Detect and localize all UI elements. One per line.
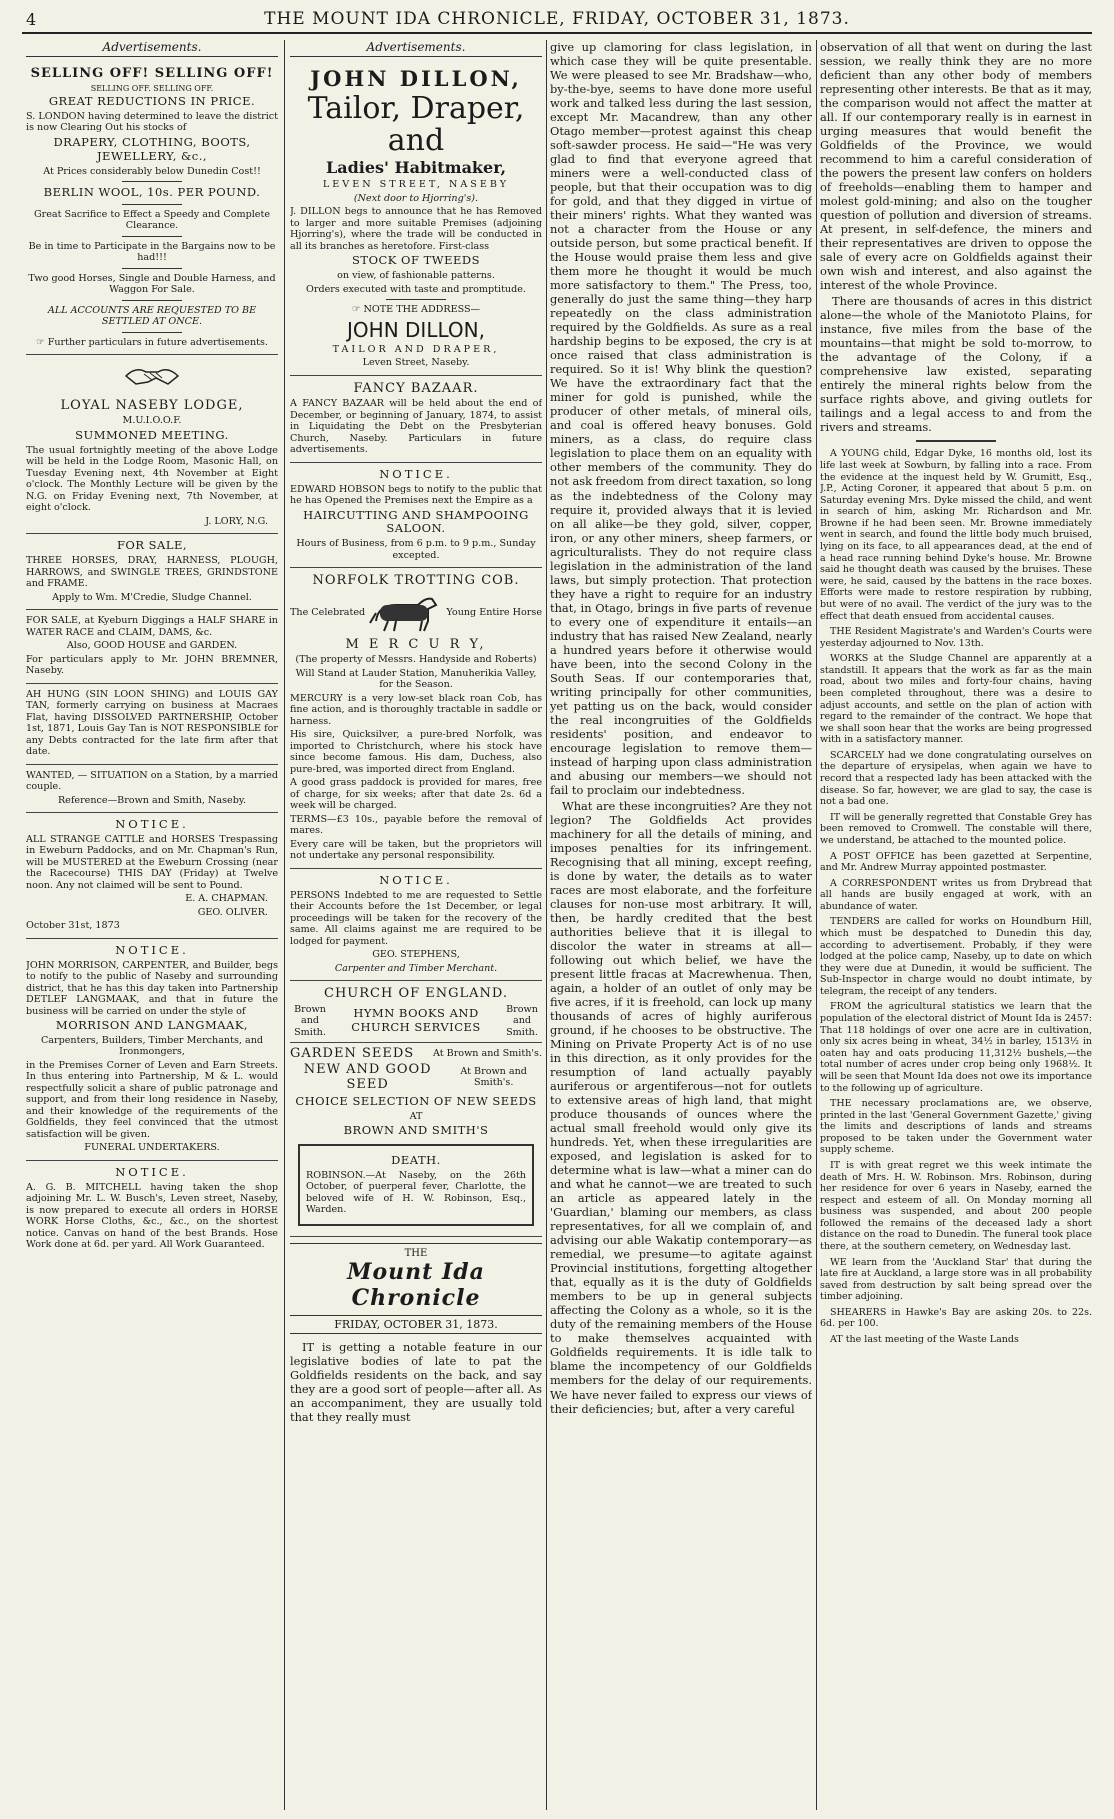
editorial-end: [820, 40, 1092, 434]
column-rule: [816, 40, 817, 1810]
ad-text: A good grass paddock is provided for mares, free of charge, for six weeks; after that date 2s. 6d a week will be charged.: [290, 777, 542, 812]
ad-ah-hung: [26, 684, 278, 765]
paper-the: THE: [404, 1247, 428, 1259]
ad-text: Great Sacrifice to Effect a Speedy and Complete Clearance.: [34, 208, 270, 232]
handshake-icon: [122, 360, 182, 390]
ad-text: TAILOR AND DRAPER,: [332, 343, 500, 355]
death-text: ROBINSON.—At Naseby, on the 26th October, of puerperal fever, Charlotte, the beloved wife of H. W. Robinson, Esq., Warden.: [306, 1169, 526, 1216]
ad-subhead: GREAT REDUCTIONS IN PRICE.: [48, 94, 256, 109]
ad-text: on view, of fashionable patterns.: [337, 270, 495, 282]
ad-subline: SELLING OFF. SELLING OFF.: [90, 83, 214, 93]
ad-headline: NOTICE.: [379, 466, 453, 481]
ad-text: Apply to Wm. M'Credie, Sludge Channel.: [52, 591, 252, 603]
ad-church-of-england: [290, 981, 542, 1043]
editorial-continued: [550, 40, 812, 1416]
ad-text: STOCK OF TWEEDS: [352, 253, 480, 268]
ad-text: ALL ACCOUNTS ARE REQUESTED TO BE SETTLED AT ONCE.: [47, 304, 257, 328]
ad-lodge: [26, 355, 278, 534]
ad-text: FOR SALE, at Kyeburn Diggings a HALF SHARE in WATER RACE and CLAIM, DAMS, &c.: [26, 615, 278, 638]
church-row: [290, 1004, 542, 1039]
divider: [122, 204, 182, 205]
ad-text: BERLIN WOOL, 10s. PER POUND.: [43, 185, 261, 200]
ad-stephens: [290, 869, 542, 981]
ad-text: Young Entire Horse: [446, 607, 542, 618]
divider: [122, 181, 182, 182]
ad-selling-off: [26, 61, 278, 355]
column-rule: [546, 40, 547, 1810]
ad-text: Reference—Brown and Smith, Naseby.: [57, 794, 247, 806]
ad-signature: J. LORY, N.G.: [205, 515, 268, 527]
ad-text: The Celebrated: [290, 607, 366, 618]
ad-wanted: [26, 765, 278, 814]
ad-text: CHOICE SELECTION OF NEW SEEDS: [295, 1094, 537, 1109]
ad-text: ☞ NOTE THE ADDRESS—: [351, 304, 481, 316]
page-number: 4: [26, 10, 38, 29]
news-item: IT will be generally regretted that Constable Grey has been removed to Cromwell. The constable will there, we understand, be attached to the mounted police.: [820, 811, 1092, 846]
news-item: IT is with great regret we this week intimate the death of Mrs. H. W. Robinson. Mrs. Robinson, during her residence for over 6 years in Naseby, earned the respect and esteem of all. On Monday morning all business was suspended, and about 200 people followed the remains of the deceased lady a short distance on the road to Dunedin. The funeral took place there, at the southern cemetery, on Wednesday last.: [820, 1159, 1092, 1253]
ad-text: Be in time to Participate in the Bargains now to be had!!!: [28, 240, 276, 264]
ad-headline: NEW AND GOOD SEED: [303, 1061, 432, 1093]
news-item: AT the last meeting of the Waste Lands: [830, 1334, 1019, 1346]
ad-text: in the Premises Corner of Leven and Earn Streets. In thus entering into Partnership, M & L. would respectfully solicit a share of public patronage and support, and from their long residence in Naseby, and their knowledge of the requirements of the Goldfields, they feel convinced that the utmost satisfaction will be given.: [26, 1059, 278, 1140]
news-item: WORKS at the Sludge Channel are apparently at a standstill. It appears that the work as far as the main road, about two miles and forty-four chains, having been completed throughout, there was a desire to adjust accounts, and settle on the plan of action with regard to the remainder of the contract. We hope that we shall soon hear that the works are being progressed with in a satisfactory manner.: [820, 653, 1092, 746]
ad-text: DRAPERY, CLOTHING, BOOTS, JEWELLERY, &c.,: [53, 134, 251, 163]
editorial-paragraph: observation of all that went on during the last session, we really think they are no more deficient than any other body of members representing other interests. Be that as it may, the comparison would not affect the matter at all. If our contemporary really is in earnest in urging measures that would benefit the Goldfields of the Province, we would recommend to him a careful consideration of the powers the present law confers on holders of freeholds—enabling them to hamper and molest gold-mining; and also on the tougher question of pollution and diversion of streams. At present, in self-defence, the miners and their representatives are driven to oppose the sale of every acre on Goldfields against their own wish and interest, and also against the interest of the whole Province.: [820, 40, 1092, 293]
ad-headline: M E R C U R Y,: [345, 636, 487, 652]
pointing-hand-icon: ☞: [351, 304, 364, 316]
column-rule: [284, 40, 285, 1810]
ad-text: At Brown and Smith's.: [433, 1048, 542, 1060]
ad-text: EDWARD HOBSON begs to notify to the public that he has Opened the Premises next the Empire as a: [290, 483, 542, 507]
ad-signature: Carpenter and Timber Merchant.: [334, 962, 498, 974]
ad-text: MERCURY is a very low-set black roan Cob, has fine action, and is thoroughly tractable in saddle or harness.: [290, 692, 542, 727]
ad-text: MORRISON AND LANGMAAK,: [55, 1018, 249, 1033]
ad-text: A. G. B. MITCHELL having taken the shop adjoining Mr. L. W. Busch's, Leven street, Naseby, is now prepared to execute all orders in HORSE WORK Horse Cloths, &c., &c., on the shortest notice. Canvas on hand of the best Brands. Hose Work done at 6d. per yard. All Work Guaranteed.: [26, 1181, 278, 1251]
horse-icon: [366, 591, 446, 635]
ad-mitchell: [26, 1161, 278, 1257]
ad-text: Every care will be taken, but the proprietors will not undertake any personal responsibility.: [290, 838, 542, 862]
ad-signature: GEO. STEPHENS,: [372, 949, 460, 961]
editorial-paragraph: What are these incongruities? Are they not legion? The Goldfields Act provides machinery for all the details of mining, and imposes penalties for its infringement. Recognising that all mining, except reefing, is done by water, the details as to water races are most elaborate, and the forfeiture clauses for non-use most arbitrary. It will, then, be hardly credited that the best authorities believe that it is illegal to discolor the water in streams at all—following out which belief, we have the present little fracas at Macrewhenua. Then, again, a holder of an outlet of only may be five acres, if it is freehold, can lock up many thousands of acres of highly auriferous ground, if he chooses to be obstructive. The Mining on Private Property Act is of no use in this direction, as it only provides for the resumption of land actually payably auriferous or argentiferous—not for outlets to extensive areas of high land, that might produce thousands of ounces where the actual small freehold would only give its hundreds. Yet, when these irregularities are exposed, and legislation is asked for to determine what is law—what a miner can do and what he cannot—we are treated to such an article as appeared lately in the 'Guardian,' blaming our members, as class representatives, for all we complain of, and advising our able Wakatip contemporary—as remedial, we presume—to agitate against Provincial institutions, forgetting altogether that, equally as it is the duty of Goldfields members to be up in general subjects affecting the Colony as a whole, so it is the duty of the remaining members of the House to make themselves acquainted with Goldfields requirements. It is idle talk to blame the incompetency of our Goldfields members for the delay of our requirements. We have never failed to express our views of their deficiencies; but, after a very careful: [550, 798, 812, 1416]
ad-text: Also, GOOD HOUSE and GARDEN.: [66, 640, 238, 652]
ad-cattle-notice: [26, 813, 278, 939]
ad-text: Hours of Business, from 6 p.m. to 9 p.m., Sunday excepted.: [296, 538, 536, 561]
ad-fancy-bazaar: [290, 376, 542, 463]
ad-headline: JOHN DILLON,: [347, 317, 485, 342]
ad-subhead: SUMMONED MEETING.: [75, 427, 229, 442]
ad-trade: Tailor, Draper, and: [307, 91, 525, 158]
column-2: [290, 40, 542, 1810]
divider: [122, 236, 182, 237]
news-item: FROM the agricultural statistics we learn that the population of the electoral district of Mount Ida is 2457: That 118 holdings of over one acre are in cultivation, only six acres being in wheat, 34½ in barley, 1513½ in oaten hay and oats producing 11,312½ bushels,—the total number of acres under crop being only 1968½. It will be seen that Mount Ida does not owe its importance to the following up of agriculture.: [820, 1001, 1092, 1094]
seed-row: [290, 1062, 542, 1093]
ad-text: TERMS—£3 10s., payable before the removal of mares.: [290, 813, 542, 837]
ad-text: A FANCY BAZAAR will be held about the end of December, or beginning of January, 1874, to assist in Liquidating the Debt on the Presbyterian Church, Naseby. Particulars in future advertisements.: [290, 398, 542, 456]
news-item: A CORRESPONDENT writes us from Drybread that all hands are busily engaged at work, with an abundance of water.: [820, 877, 1092, 912]
cob-banner: [290, 591, 542, 635]
ad-signature: E. A. CHAPMAN.: [185, 893, 268, 905]
ad-kyeburn: [26, 610, 278, 684]
ad-text: J. DILLON begs to announce that he has Removed to larger and more suitable Premises (adjoining Hjorring's), where the trade will be conducted in all its branches as heretofore. First-class: [290, 206, 542, 252]
news-item: A YOUNG child, Edgar Dyke, 16 months old, lost its life last week at Sowburn, by falling into a race. From the evidence at the inquest held by W. Grumitt, Esq., J.P., Acting Coroner, it appeared that about 5 p.m. on Saturday evening Mrs. Dyke missed the child, and went in search of him, asking Mr. Richardson and Mr. Browne if he had been seen. Mr. Browne immediately went in search, and found the little body much bruised, lying on its face, to all appearances dead, at the end of a head race running behind Dyke's house. Mr. Browne said he thought death was caused by the bruises. These were, he said, caused by the battens in the race boxes. Efforts were made to restore respiration by rubbing, but were of no avail. The verdict of the jury was to the effect that death ensued from accidental causes.: [820, 448, 1092, 622]
column-header: Advertisements.: [26, 40, 278, 57]
divider: [386, 299, 446, 300]
ad-text: Brown and Smith.: [294, 1003, 326, 1038]
divider: [122, 300, 182, 301]
paper-title-block: [290, 1243, 542, 1334]
ad-morrison: [26, 939, 278, 1161]
ad-headline: FANCY BAZAAR.: [353, 380, 479, 396]
ad-text: Orders executed with taste and promptitude.: [306, 283, 526, 295]
ad-text: Carpenters, Builders, Timber Merchants, and Ironmongers,: [40, 1034, 264, 1058]
divider: [122, 268, 182, 269]
death-notice: [298, 1144, 534, 1226]
ad-headline: NOTICE.: [115, 942, 189, 957]
column-3: [550, 40, 812, 1810]
ad-headline: NOTICE.: [115, 817, 189, 832]
masthead-title: THE MOUNT IDA CHRONICLE, FRIDAY, OCTOBER 31, 1873.: [264, 9, 850, 29]
news-item: TENDERS are called for works on Houndburn Hill, which must be despatched to Dunedin this day, according to advertisement. Probably, if they were lodged at the police camp, Naseby, up to date on which they were due at Dunedin, it would be sufficient. The Sub-Inspector in charge would no doubt intimate, by telegram, the receipt of any tenders.: [820, 916, 1092, 997]
paper-date: FRIDAY, OCTOBER 31, 1873.: [290, 1315, 542, 1334]
ad-text: PERSONS Indebted to me are requested to Settle their Accounts before the 1st December, or legal proceedings will be taken for the recovery of the same. All claims against me are required to be lodged for payment.: [290, 889, 542, 947]
ad-text: For particulars apply to Mr. JOHN BREMNER, Naseby.: [26, 653, 278, 677]
ad-text: ☞ Further particulars in future advertisements.: [36, 336, 268, 348]
ad-text: HAIRCUTTING AND SHAMPOOING SALOON.: [303, 507, 529, 536]
ad-for-sale: [26, 534, 278, 610]
ad-text: Two good Horses, Single and Double Harness, and Waggon For Sale.: [28, 272, 276, 296]
ad-address: (Next door to Hjorring's).: [353, 192, 479, 204]
ad-text: ALL STRANGE CATTLE and HORSES Trespassing in Eweburn Paddocks, and on Mr. Chapman's Run, will be MUSTERED at the Eweburn Crossing (near the Racecourse) THIS DAY (Friday) at Twelve noon. Any not claimed will be sent to Pound.: [26, 833, 278, 891]
ad-text: FUNERAL UNDERTAKERS.: [84, 1142, 220, 1154]
ad-text: The usual fortnightly meeting of the above Lodge will be held in the Lodge Room, Masonic Hall, on Tuesday Evening next, 4th November at Eight o'clock. The Monthly Lecture will be given by the N.G. on Friday Evening next, 7th November, at eight o'clock.: [26, 444, 278, 514]
editorial-paragraph: IT is getting a notable feature in our legislative bodies of late to pat the Goldfields residents on the back, and say they are a good sort of people—after all. As an accompaniment, they are usually told that they really must: [290, 1339, 542, 1424]
ad-text: At Brown and Smith's.: [460, 1065, 527, 1089]
editorial-paragraph: There are thousands of acres in this district alone—the whole of the Maniototo Plains, for instance, five miles from the base of the mountains—that might be sold to-morrow, to the advantage of the Colony, if a comprehensive law existed, separating entirely the mineral rights below from the surface rights above, and giving outlets for tailings and a legal access to and from the rivers and streams.: [820, 294, 1092, 435]
ad-headline: SELLING OFF! SELLING OFF!: [30, 66, 274, 81]
ad-headline: JOHN DILLON,: [310, 66, 522, 91]
ad-signature: GEO. OLIVER.: [197, 906, 268, 918]
ad-text: WANTED, — SITUATION on a Station, by a married couple.: [26, 769, 278, 793]
news-item: THE necessary proclamations are, we observe, printed in the last 'General Government Gazette,' giving the limits and descriptions of lands and streams proposed to be taken under the Government water supply scheme.: [820, 1098, 1092, 1156]
ad-address: LEVEN STREET, NASEBY: [322, 179, 510, 191]
ad-seeds: [290, 1043, 542, 1237]
ad-trade: Ladies' Habitmaker,: [325, 158, 507, 178]
divider: [916, 440, 996, 442]
death-heading: DEATH.: [391, 1153, 441, 1168]
ad-subline: M.U.I.O.O.F.: [122, 415, 182, 427]
ad-text: Brown and Smith.: [506, 1003, 538, 1038]
column-header: Advertisements.: [290, 40, 542, 57]
news-item: A POST OFFICE has been gazetted at Serpentine, and Mr. Andrew Murray appointed postmaster.: [820, 850, 1092, 874]
ad-headline: FOR SALE,: [116, 538, 188, 553]
ad-date: October 31st, 1873: [26, 920, 120, 932]
ad-headline: NOTICE.: [379, 872, 453, 887]
ad-text: JOHN MORRISON, CARPENTER, and Builder, begs to notify to the public of Naseby and surrounding district, that he has this day taken into Partnership DETLEF LANGMAAK, and that in future the business will be carried on under the style of: [26, 959, 278, 1017]
column-4: [820, 40, 1092, 1810]
ad-text: Will Stand at Lauder Station, Manuherikia Valley, for the Season.: [295, 667, 537, 691]
news-item: SCARCELY had we done congratulating ourselves on the departure of erysipelas, when again we have to record that a respected lady has been attacked with the disease. So far, however, we are glad to say, the case is not a bad one.: [820, 749, 1092, 808]
ad-headline: NOTICE.: [115, 1164, 189, 1179]
ad-text: BROWN AND SMITH'S: [343, 1123, 489, 1138]
seed-row: [290, 1046, 542, 1062]
editorial: [290, 1340, 542, 1424]
ad-address: Leven Street, Naseby.: [362, 357, 470, 369]
local-news: [820, 448, 1092, 1345]
ad-text: AT: [409, 1110, 423, 1122]
ad-headline: CHURCH OF ENGLAND.: [324, 986, 508, 1002]
paper-name: Mount Ida Chronicle: [347, 1258, 485, 1311]
ad-trotting-cob: [290, 568, 542, 869]
divider: [122, 332, 182, 333]
ad-text: THREE HORSES, DRAY, HARNESS, PLOUGH, HARROWS, and SWINGLE TREES, GRINDSTONE and FRAME.: [26, 555, 278, 590]
pointing-hand-icon: ☞: [36, 336, 48, 348]
ad-text: HYMN BOOKS AND CHURCH SERVICES: [351, 1006, 481, 1034]
column-1: [26, 40, 278, 1810]
ad-text: At Prices considerably below Dunedin Cost!!: [43, 165, 261, 177]
masthead: [22, 6, 1092, 34]
news-item: SHEARERS in Hawke's Bay are asking 20s. to 22s. 6d. per 100.: [820, 1306, 1092, 1330]
ad-hobson: [290, 463, 542, 568]
ad-headline: GARDEN SEEDS: [290, 1046, 415, 1062]
ad-text: S. LONDON having determined to leave the district is now Clearing Out his stocks of: [26, 110, 278, 134]
ad-text: AH HUNG (SIN LOON SHING) and LOUIS GAY TAN, formerly carrying on business at Macraes Flat, having DISSOLVED PARTNERSHIP, October 1st, 1871, Louis Gay Tan is NOT RESPONSIBLE for any Debts contracted for the late firm after that date.: [26, 688, 278, 758]
ad-headline: NORFOLK TROTTING COB.: [312, 573, 520, 589]
ad-john-dillon: [290, 61, 542, 376]
ad-text: (The property of Messrs. Handyside and Roberts): [295, 654, 537, 666]
ad-text: His sire, Quicksilver, a pure-bred Norfolk, was imported to Christchurch, where his stock have since become famous. His dam, Duchess, also pure-bred, was imported direct from England.: [290, 729, 542, 775]
ad-headline: LOYAL NASEBY LODGE,: [60, 397, 244, 413]
news-item: THE Resident Magistrate's and Warden's Courts were yesterday adjourned to Nov. 13th.: [820, 626, 1092, 649]
editorial-paragraph: give up clamoring for class legislation, in which case they will be quite presentable. We were pleased to see Mr. Bradshaw—who, by-the-bye, seems to have done more useful work and talked less during the last session, except Mr. Macandrew, than any other Otago member—protest against this cheap soft-sawder process. He said—"He was very glad to find that everyone agreed that miners were a well-conducted class of people, but that their occupation was to dig for gold, and that they digged in virtue of their miners' rights. What they wanted was not a character from the House or any outside person, but some practical benefit. If the House would praise them less and give them more he thought it would be much more satisfactory to them." The Press, too, generally do just the same thing—they harp repeatedly on the class administration required by the Goldfields. As sure as a real hardship begins to be exposed, the cry is at once raised that class administration is required. So it is! Why blink the question? We have the extraordinary fact that the miner for gold is punished, while the producer of other metals, of mineral oils, and coal is offered heavy bonuses. Gold miners, as a class, do require class legislation to place them on an equality with other members of the community. They do not ask freedom from direct taxation, so long as the indebtedness of the Colony may require it, provided always that it is levied on all alike—be they gold, silver, copper, iron, or any other miners, sheep farmers, or agriculturalists. They do not require class legislation in the administration of the land laws, but simply protection. That protection they have a right to require for an industry that, in Otago, brings in five parts of revenue to every one of expenditure it entails—an industry that has raised New Zealand, nearly a hundred years before it otherwise would have been, into the second Colony in the South Seas. If our contemporaries that, writing principally for other communities, yet patting us on the back, would consider the real incongruities of the Goldfields residents' position, and endeavor to encourage legislation to remove them—instead of harping upon class administration and abusing our members—we should not fail to proclaim our indebtedness.: [550, 40, 812, 797]
news-item: WE learn from the 'Auckland Star' that during the late fire at Auckland, a large store was in all probability saved from destruction by salt being spread over the timber adjoining.: [820, 1256, 1092, 1303]
